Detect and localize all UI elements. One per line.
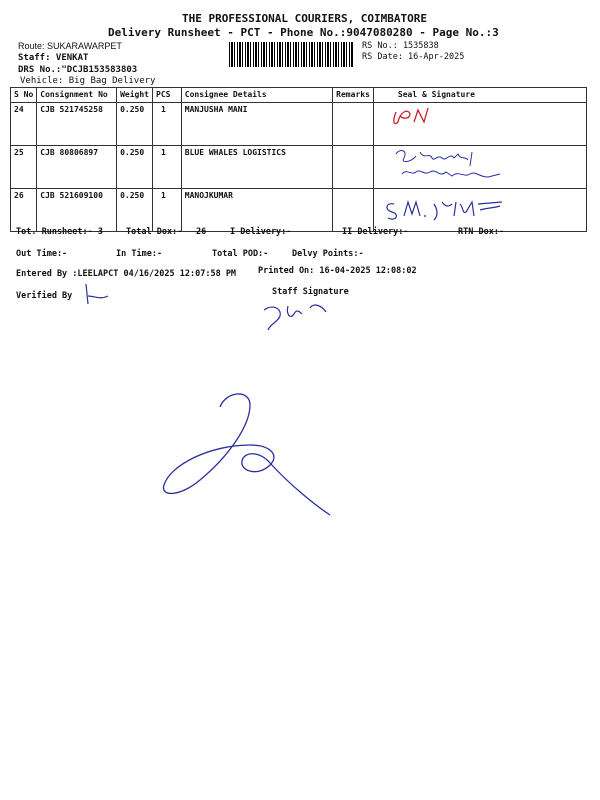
- cell-sno: 24: [11, 103, 37, 146]
- tot-runsheet: Tot. Runsheet:- 3: [16, 227, 103, 237]
- cell-remarks: [333, 103, 374, 146]
- cell-weight: 0.250: [117, 146, 153, 189]
- rs-date: RS Date: 16-Apr-2025: [362, 52, 465, 62]
- in-time: In Time:-: [116, 249, 163, 259]
- col-consignment: Consignment No: [37, 88, 117, 103]
- i-delivery: I Delivery:-: [230, 227, 292, 237]
- cell-consignee: BLUE WHALES LOGISTICS: [181, 146, 332, 189]
- total-dox-value: 26: [196, 227, 207, 237]
- cell-remarks: [333, 189, 374, 232]
- cell-consignee: MANJUSHA MANI: [181, 103, 332, 146]
- large-signature-scribble: [150, 385, 350, 525]
- barcode: [229, 42, 354, 67]
- drs-number: DRS No.:"DCJB153583803: [18, 65, 138, 75]
- entered-by: Entered By :LEELAPCT 04/16/2025 12:07:58 PM: [16, 269, 237, 279]
- table-row: [11, 103, 587, 146]
- cell-remarks: [333, 146, 374, 189]
- rs-number: RS No.: 1535838: [362, 41, 439, 51]
- verified-by: Verified By: [16, 291, 73, 301]
- rtn-dox: RTN Dox:-: [458, 227, 505, 237]
- col-sno: S No: [11, 88, 37, 103]
- total-dox-label: Total Dox:-: [126, 227, 183, 237]
- col-weight: Weight: [117, 88, 153, 103]
- staff-signature: [258, 300, 338, 340]
- route-label: Route: SUKARAWARPET: [18, 41, 122, 51]
- signature-row-25: [388, 146, 518, 188]
- signature-row-26: [380, 196, 510, 224]
- company-title: THE PROFESSIONAL COURIERS, COIMBATORE: [182, 12, 428, 25]
- cell-weight: 0.250: [117, 189, 153, 232]
- ii-delivery: II Delivery:-: [342, 227, 409, 237]
- col-remarks: Remarks: [333, 88, 374, 103]
- table-header-row: [11, 88, 587, 103]
- staff-signature-label: Staff Signature: [272, 287, 349, 297]
- out-time: Out Time:-: [16, 249, 68, 259]
- vehicle-label: Vehicle: Big Bag Delivery: [20, 76, 156, 86]
- cell-pcs: 1: [153, 189, 182, 232]
- cell-sno: 26: [11, 189, 37, 232]
- printed-on: Printed On: 16-04-2025 12:08:02: [258, 266, 417, 276]
- runsheet-subtitle: Delivery Runsheet - PCT - Phone No.:9047080280 - Page No.:3: [108, 26, 499, 39]
- cell-consignment: CJB 80806897: [37, 146, 117, 189]
- staff-label: Staff: VENKAT: [18, 53, 89, 63]
- total-pod: Total POD:-: [212, 249, 269, 259]
- col-pcs: PCS: [153, 88, 182, 103]
- delvy-points: Delvy Points:-: [292, 249, 364, 259]
- verified-signature: [80, 282, 120, 306]
- col-consignee: Consignee Details: [181, 88, 332, 103]
- cell-consignment: CJB 521745258: [37, 103, 117, 146]
- cell-sno: 25: [11, 146, 37, 189]
- cell-pcs: 1: [153, 103, 182, 146]
- cell-weight: 0.250: [117, 103, 153, 146]
- signature-row-24: [390, 102, 440, 128]
- cell-consignee: MANOJKUMAR: [181, 189, 332, 232]
- cell-consignment: CJB 521609100: [37, 189, 117, 232]
- col-seal-signature: Seal & Signature: [373, 88, 586, 103]
- cell-pcs: 1: [153, 146, 182, 189]
